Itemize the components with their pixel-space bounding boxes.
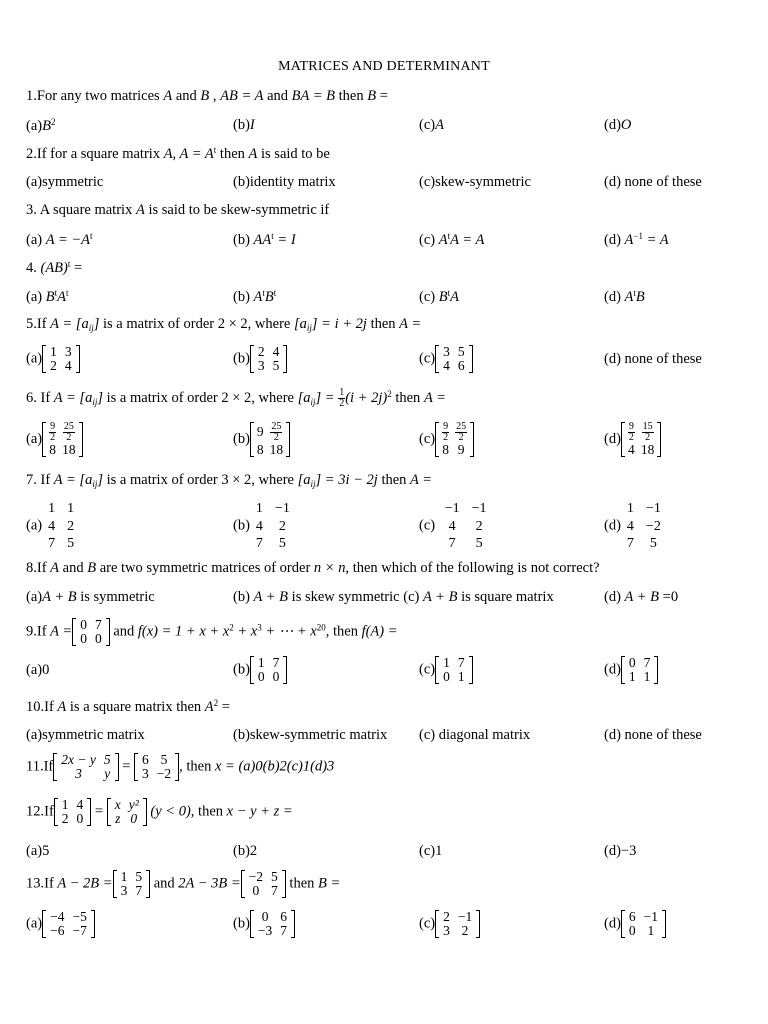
fraction: $\frac{9}{2}$	[443, 421, 449, 443]
matrix-cell	[46, 422, 59, 443]
option-d: (d) none of these	[604, 727, 702, 743]
matrix-cell: 7	[94, 617, 102, 632]
matrix-row	[625, 924, 662, 938]
matrix	[107, 798, 147, 826]
option-c: (c) diagonal matrix	[419, 727, 531, 743]
matrix-cell: 18	[62, 442, 76, 457]
matrix-row	[42, 535, 80, 553]
matrix	[435, 656, 473, 684]
matrix-row	[439, 670, 469, 684]
matrix-cell: 5	[160, 752, 168, 767]
question-12-options	[0, 843, 768, 865]
matrix-row	[625, 422, 658, 443]
option-a: (a) 1 3 2 4	[26, 345, 80, 373]
option-b: (b)skew-symmetric matrix	[233, 727, 388, 743]
option-a: (a) −4 −5 −6 −7	[26, 910, 95, 938]
question-8: 8.If A and B are two symmetric matrices of order n × n, then which of the following is not correct?	[26, 560, 600, 576]
option-c: (c)A	[419, 117, 444, 133]
matrix-cell: −1	[274, 501, 290, 516]
matrix-cell: 3	[120, 883, 128, 899]
matrix-cell: −3	[257, 923, 273, 939]
question-7-options	[0, 500, 768, 554]
matrix-cell: 3	[75, 766, 82, 782]
matrix-row	[42, 500, 80, 518]
matrix-cell: 7	[135, 883, 143, 899]
matrix	[53, 753, 118, 781]
page-title: MATRICES AND DETERMINANT	[278, 59, 490, 74]
matrix-cell: y	[104, 766, 111, 782]
matrix	[439, 500, 493, 553]
matrix-cell: 4	[48, 518, 56, 534]
matrix	[621, 910, 666, 938]
matrix-row	[250, 535, 296, 553]
matrix-row	[46, 359, 76, 373]
matrix-cell	[267, 422, 287, 443]
option-b: (b) 9 $\frac{25}{2}$ 8 18	[233, 422, 290, 457]
matrix-cell: −2	[248, 869, 264, 884]
matrix	[621, 656, 659, 684]
option-d: (d) $A^{-1} = A$	[604, 231, 669, 248]
matrix-row	[621, 535, 667, 553]
fraction: $\frac{25}{2}$	[456, 421, 467, 443]
matrix-cell: 3	[257, 358, 265, 374]
matrix	[72, 618, 110, 646]
matrix-row	[625, 656, 655, 670]
matrix-row	[245, 884, 282, 898]
matrix-cell: 0	[252, 883, 260, 899]
matrix	[42, 500, 80, 553]
matrix-cell: 0	[443, 669, 450, 685]
matrix-row	[117, 870, 147, 884]
option-b: (b) 0 6 −3 7	[233, 910, 295, 938]
question-13-options	[0, 910, 768, 940]
matrix-row	[46, 924, 91, 938]
question-1: 1.For any two matrices A and B , AB = A and BA = B then B =	[26, 88, 388, 104]
matrix-cell: 5	[67, 536, 75, 551]
matrix-row	[254, 345, 284, 359]
matrix-cell: 1	[643, 669, 651, 685]
matrix-cell: 4	[448, 518, 456, 534]
matrix-cell: 2	[257, 344, 265, 359]
matrix-cell: 2	[475, 518, 483, 534]
matrix-row	[250, 500, 296, 518]
matrix-cell	[638, 422, 658, 443]
matrix-cell: 9	[457, 442, 465, 457]
matrix-cell: 1	[443, 655, 450, 670]
matrix-cell: z	[115, 811, 121, 827]
matrix-cell: 0	[80, 631, 87, 647]
matrix-cell: 8	[442, 442, 449, 457]
matrix-cell: 4	[64, 358, 72, 374]
matrix-row	[42, 518, 80, 536]
option-d: (d) 6 −1 0 1	[604, 910, 666, 938]
matrix-cell: 7	[271, 883, 278, 899]
matrix	[42, 345, 80, 373]
matrix-cell: 6	[628, 909, 636, 924]
option-a: (a) 1 1 4 2 7 5	[26, 500, 80, 553]
option-a: (a) $\frac{9}{2}$ $\frac{25}{2}$ 8 18	[26, 422, 83, 457]
matrix-row	[625, 443, 658, 457]
option-c: (c) 3 5 4 6	[419, 345, 473, 373]
option-b: (b)2	[233, 843, 258, 859]
matrix-cell: −1	[457, 909, 473, 924]
fraction: $\frac{1}{2}$	[339, 387, 345, 409]
matrix-row	[58, 798, 88, 812]
fraction: $\frac{9}{2}$	[628, 421, 634, 443]
matrix-row	[254, 656, 284, 670]
matrix	[250, 500, 296, 553]
matrix	[435, 345, 473, 373]
option-d: (d) 0 7 1 1	[604, 656, 658, 684]
matrix-cell: 4	[272, 344, 280, 359]
matrix-row	[254, 443, 286, 457]
matrix-cell: 5	[272, 358, 280, 374]
matrix-cell: 5	[457, 344, 465, 359]
option-b: (b) 2 4 3 5	[233, 345, 287, 373]
matrix-cell: 1	[457, 669, 465, 685]
matrix-row	[46, 422, 79, 443]
matrix-row	[138, 753, 175, 767]
option-b: (b)I	[233, 117, 255, 133]
matrix-cell: 7	[280, 923, 288, 939]
option-d: (d) none of these	[604, 174, 702, 190]
matrix-cell: 2	[443, 909, 450, 924]
matrix-cell: −1	[643, 909, 659, 924]
question-6-options	[0, 422, 768, 462]
question-8-options	[0, 589, 768, 611]
question-4-options	[0, 288, 768, 310]
matrix-row	[76, 618, 106, 632]
matrix-cell: 2x − y	[61, 752, 96, 767]
matrix-cell: 2	[67, 518, 75, 534]
option-a: (a)0	[26, 662, 50, 678]
fraction: $\frac{25}{2}$	[63, 421, 74, 443]
option-b: (b) $AA^t = I$	[233, 231, 296, 248]
matrix-cell: 0	[628, 655, 636, 670]
matrix	[250, 910, 295, 938]
matrix-cell: −6	[50, 923, 65, 939]
matrix-row	[439, 422, 470, 443]
option-a: (a) $A = -A^t$	[26, 231, 93, 248]
fraction: $\frac{25}{2}$	[271, 421, 282, 443]
matrix-cell: −2	[156, 766, 172, 782]
option-c: (c) −1 −1 4 2 7 5	[419, 500, 493, 553]
matrix-row	[254, 924, 291, 938]
matrix-cell: −1	[471, 501, 487, 516]
matrix-cell: 7	[255, 536, 263, 551]
fraction: $\frac{15}{2}$	[642, 421, 653, 443]
matrix-cell	[439, 422, 452, 443]
matrix-row	[439, 924, 476, 938]
matrix-cell: 18	[269, 442, 284, 457]
matrix-row	[57, 767, 114, 781]
matrix-row	[439, 443, 470, 457]
matrix-row	[46, 910, 91, 924]
matrix-cell: 2	[461, 923, 469, 939]
matrix-row	[111, 798, 143, 812]
matrix-cell: 4	[626, 518, 634, 534]
question-2: 2.If for a square matrix A, $A = A^t$ then A is said to be	[26, 145, 330, 162]
matrix-cell: 1	[647, 923, 655, 939]
matrix-cell: 8	[256, 442, 264, 457]
matrix-row	[58, 812, 88, 826]
matrix-cell: 7	[626, 536, 634, 551]
matrix-cell	[625, 422, 638, 443]
matrix-cell: 6	[142, 752, 149, 767]
matrix-cell: 2	[61, 811, 69, 827]
option-c: (c) $B^tA$	[419, 288, 459, 305]
matrix-row	[621, 500, 667, 518]
question-9: 9.If A = 0 7 0 0 and $f(x) = 1 + x + x^2 + x^3$ + ⋯ + $x^{20}$, then f(A) =	[26, 617, 398, 647]
fraction: $\frac{9}{2}$	[50, 421, 56, 443]
matrix	[250, 345, 288, 373]
matrix-cell: 5	[135, 869, 143, 884]
option-a: (a)symmetric	[26, 174, 104, 190]
matrix-cell: 1	[257, 655, 265, 670]
matrix-cell: 0	[76, 811, 84, 827]
option-a: (a) $B^tA^t$	[26, 288, 69, 305]
matrix-cell: 0	[94, 631, 102, 647]
matrix-cell: 5	[278, 536, 286, 551]
matrix-row	[254, 359, 284, 373]
matrix-cell	[59, 422, 79, 443]
matrix	[250, 656, 288, 684]
matrix-cell: 8	[49, 442, 56, 457]
option-c: (c) $\frac{9}{2}$ $\frac{25}{2}$ 8 9	[419, 422, 474, 457]
option-b: (b) $A^tB^t$	[233, 288, 277, 305]
matrix	[113, 870, 151, 898]
matrix-cell: 0	[628, 923, 636, 939]
option-a: (a)5	[26, 843, 50, 859]
matrix-cell: 4	[255, 518, 263, 534]
matrix	[54, 798, 92, 826]
matrix	[435, 910, 480, 938]
matrix	[42, 422, 83, 457]
matrix	[621, 422, 662, 457]
matrix-cell: 0	[130, 811, 138, 827]
matrix	[241, 870, 286, 898]
matrix-cell: 9	[256, 424, 264, 440]
option-a: $(a)B^2$	[26, 117, 56, 134]
matrix-cell	[452, 422, 470, 443]
option-d: (d)−3	[604, 843, 637, 859]
option-a: (a)A + B is symmetric	[26, 589, 155, 605]
matrix-cell: 1	[626, 501, 634, 516]
option-c: (c)1	[419, 843, 443, 859]
question-13: 13.If A − 2B = 1 5 3 7 and 2A − 3B = −2 5 0 7 then B =	[26, 869, 341, 899]
option-d: (d) $\frac{9}{2}$ $\frac{15}{2}$ 4 18	[604, 422, 661, 457]
matrix-cell: 0	[272, 669, 280, 685]
question-3: 3. A square matrix A is said to be skew-symmetric if	[26, 202, 330, 218]
question-12: 12.If 1 4 2 0 = x y² z 0 (y < 0), then x − y + z =	[26, 797, 293, 827]
matrix-cell: −7	[72, 923, 87, 939]
option-c: (c) 1 7 0 1	[419, 656, 473, 684]
matrix-cell: 1	[50, 344, 57, 359]
question-3-options	[0, 231, 768, 253]
matrix-cell: 7	[457, 655, 465, 670]
matrix-cell: 1	[48, 501, 56, 516]
option-b: (b) 1 −1 4 2 7 5	[233, 500, 296, 553]
matrix-row	[46, 345, 76, 359]
option-d: (d) none of these	[604, 351, 702, 367]
matrix-cell: 3	[443, 344, 450, 359]
matrix-cell: 7	[643, 655, 651, 670]
matrix-row	[621, 518, 667, 536]
matrix-row	[111, 812, 143, 826]
question-1-options	[0, 117, 768, 139]
matrix-cell: −1	[645, 501, 661, 516]
matrix-cell: 1	[120, 869, 128, 884]
matrix-row	[439, 910, 476, 924]
matrix-row	[439, 345, 469, 359]
matrix-cell: 7	[48, 536, 56, 551]
matrix-cell: 1	[255, 501, 263, 516]
option-d: (d) 1 −1 4 −2 7 5	[604, 500, 667, 553]
matrix-cell: 3	[64, 344, 72, 359]
matrix-cell: 2	[50, 358, 57, 374]
matrix-row	[439, 518, 493, 536]
option-c: (c) $A^tA = A$	[419, 231, 485, 248]
matrix	[435, 422, 474, 457]
matrix-cell: 1	[67, 501, 75, 516]
matrix-row	[254, 670, 284, 684]
question-11: 11.If 2x − y 5 3 y = 6 5 3 −2 , then x = (a)0(b)2(c)1(d)3	[26, 752, 335, 782]
matrix-row	[46, 443, 79, 457]
option-a: (a)symmetric matrix	[26, 727, 145, 743]
option-c: (c) 2 −1 3 2	[419, 910, 480, 938]
matrix-row	[245, 870, 282, 884]
option-d: (d)O	[604, 117, 632, 133]
matrix-cell: −2	[645, 518, 661, 534]
matrix-cell: 18	[640, 442, 655, 457]
matrix-cell: 4	[443, 358, 450, 374]
matrix-row	[439, 535, 493, 553]
question-9-options	[0, 656, 768, 686]
matrix-cell: 6	[280, 909, 288, 924]
matrix-cell: 5	[649, 536, 657, 551]
question-5-options	[0, 345, 768, 375]
matrix	[250, 422, 290, 457]
matrix-cell: 0	[261, 909, 269, 924]
matrix-cell: 4	[76, 797, 84, 812]
question-2-options	[0, 174, 768, 196]
matrix-cell: 4	[628, 442, 635, 457]
matrix-cell: 5	[271, 869, 278, 884]
matrix-row	[439, 359, 469, 373]
matrix-cell: −5	[72, 909, 87, 924]
matrix-row	[250, 518, 296, 536]
question-6: 6. If $A = [a_{ij}]$ is a matrix of order 2 × 2, where $[a_{ij}]$ = $\frac{1}{2}$ $(i + 2j)^2$ then A =	[26, 387, 446, 409]
matrix-row	[625, 910, 662, 924]
option-d: (d) A + B =0	[604, 589, 679, 605]
matrix-cell: 5	[103, 752, 111, 767]
matrix	[621, 500, 667, 553]
option-b: (b) A + B is skew symmetric (c) A + B is square matrix	[233, 589, 554, 605]
matrix-row	[254, 910, 291, 924]
matrix-cell: −4	[50, 909, 65, 924]
question-4: 4. (AB)$^t$ =	[26, 259, 83, 276]
option-b: (b)identity matrix	[233, 174, 336, 190]
matrix-row	[76, 632, 106, 646]
question-5: 5.If $A = [a_{ij}]$ is a matrix of order 2 × 2, where $[a_{ij}] = i + 2j$ then A =	[26, 316, 422, 333]
matrix-row	[439, 656, 469, 670]
matrix-cell: 0	[80, 617, 87, 632]
matrix-row	[138, 767, 175, 781]
matrix-cell: 3	[142, 766, 149, 782]
option-d: (d) $A^tB$	[604, 288, 645, 305]
matrix-row	[254, 422, 286, 443]
option-b: (b) 1 7 0 0	[233, 656, 287, 684]
matrix-cell: −1	[444, 501, 460, 516]
question-10-options	[0, 727, 768, 749]
matrix-row	[439, 500, 493, 518]
matrix-cell: 2	[278, 518, 286, 534]
matrix-row	[625, 670, 655, 684]
question-10: 10.If A is a square matrix then $A^2$ =	[26, 698, 230, 715]
option-c: (c)skew-symmetric	[419, 174, 531, 190]
matrix-cell: 6	[457, 358, 465, 374]
matrix-cell: 3	[443, 923, 450, 939]
matrix-cell: 0	[257, 669, 265, 685]
matrix-cell: x	[114, 797, 121, 812]
matrix-cell: 7	[272, 655, 280, 670]
matrix-cell: y²	[128, 797, 139, 812]
matrix-cell: 7	[448, 536, 456, 551]
matrix-cell: 1	[628, 669, 636, 685]
question-7: 7. If $A = [a_{ij}]$ is a matrix of order 3 × 2, where $[a_{ij}] = 3i - 2j$ then A =	[26, 472, 433, 489]
matrix-row	[57, 753, 114, 767]
matrix-cell: 1	[61, 797, 69, 812]
matrix-cell: 5	[475, 536, 483, 551]
matrix	[42, 910, 95, 938]
matrix-row	[117, 884, 147, 898]
matrix	[134, 753, 179, 781]
